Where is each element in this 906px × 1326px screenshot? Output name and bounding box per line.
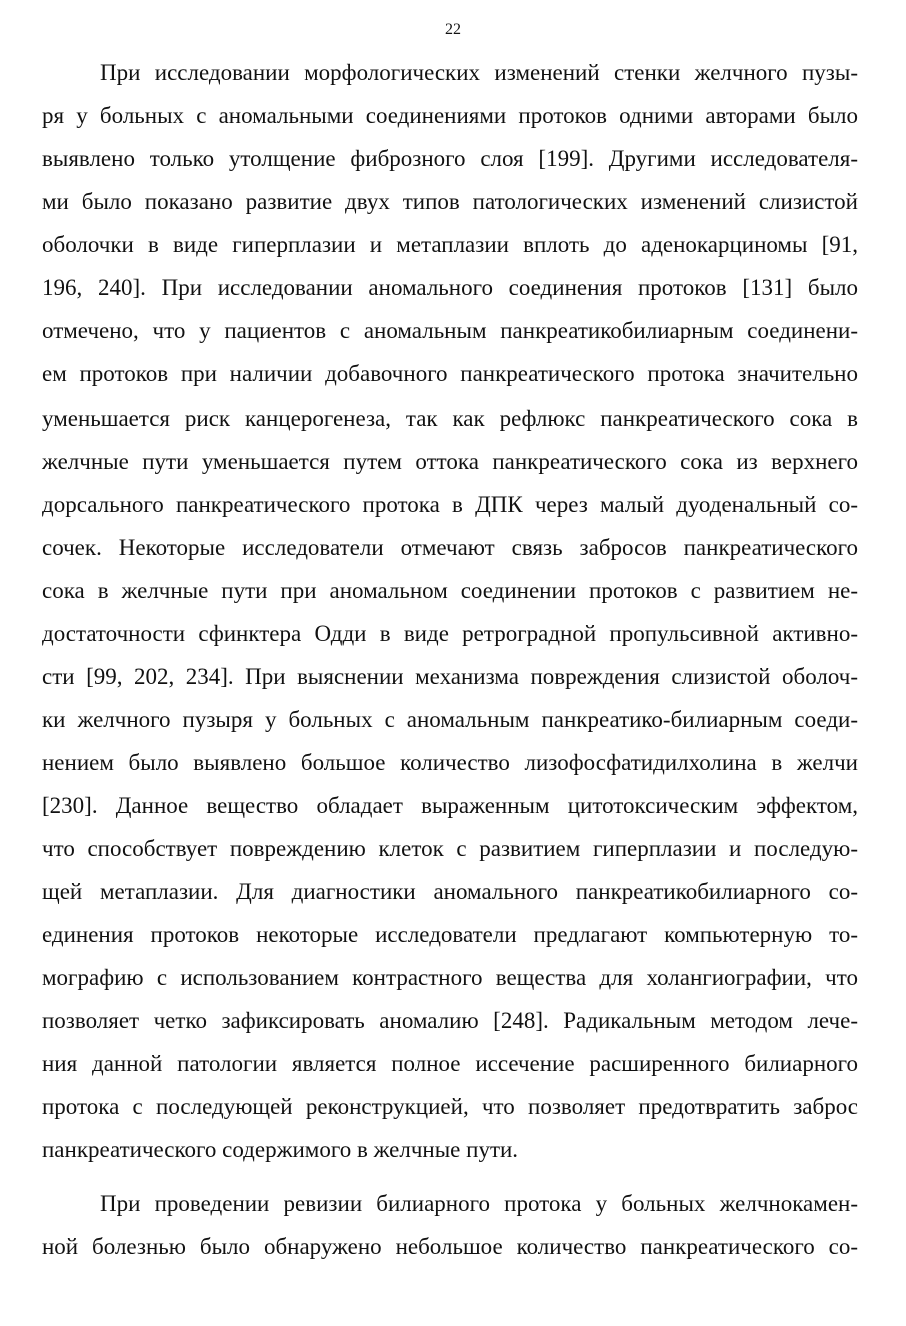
text-line: единения протоков некоторые исследователи предлагают компьютерную то- xyxy=(42,922,858,947)
text-line: что способствует повреждению клеток с развитием гиперплазии и последую- xyxy=(42,836,858,861)
text-line: дорсального панкреатического протока в ДПК через малый дуоденальный со- xyxy=(42,492,858,517)
text-line: сока в желчные пути при аномальном соединении протоков с развитием не- xyxy=(42,578,858,603)
text-line: достаточности сфинктера Одди в виде ретроградной пропульсивной активно- xyxy=(42,621,858,646)
text-line: нением было выявлено большое количество лизофосфатидилхолина в желчи xyxy=(42,750,858,775)
text-line: позволяет четко зафиксировать аномалию [248]. Радикальным методом лече- xyxy=(42,1008,858,1033)
text-line: ния данной патологии является полное иссечение расширенного билиарного xyxy=(42,1051,858,1076)
text-line: ря у больных с аномальными соединениями протоков одними авторами было xyxy=(42,103,858,128)
text-line: ной болезнью было обнаружено небольшое количество панкреатического со- xyxy=(42,1234,858,1259)
text-line: сти [99, 202, 234]. При выяснении механизма повреждения слизистой оболоч- xyxy=(42,664,858,689)
text-line: отмечено, что у пациентов с аномальным панкреатикобилиарным соединени- xyxy=(42,318,858,343)
text-line: ем протоков при наличии добавочного панкреатического протока значительно xyxy=(42,361,858,386)
text-line: ки желчного пузыря у больных с аномальным панкреатико-билиарным соеди- xyxy=(42,707,858,732)
text-line: сочек. Некоторые исследователи отмечают связь забросов панкреатического xyxy=(42,535,858,560)
text-line: ми было показано развитие двух типов патологических изменений слизистой xyxy=(42,189,858,214)
text-line: желчные пути уменьшается путем оттока панкреатического сока из верхнего xyxy=(42,449,858,474)
text-line: 196, 240]. При исследовании аномального соединения протоков [131] было xyxy=(42,275,858,300)
text-line: При проведении ревизии билиарного протока у больных желчнокамен- xyxy=(100,1191,858,1216)
text-line: выявлено только утолщение фиброзного слоя [199]. Другими исследователя- xyxy=(42,146,858,171)
text-line: мографию с использованием контрастного вещества для холангиографии, что xyxy=(42,965,858,990)
text-line: протока с последующей реконструкцией, что позволяет предотвратить заброс xyxy=(42,1094,858,1119)
text-line: [230]. Данное вещество обладает выраженным цитотоксическим эффектом, xyxy=(42,793,858,818)
page-number: 22 xyxy=(445,21,461,38)
text-line: щей метаплазии. Для диагностики аномального панкреатикобилиарного со- xyxy=(42,879,858,904)
text-line: оболочки в виде гиперплазии и метаплазии вплоть до аденокарциномы [91, xyxy=(42,232,858,257)
text-line: панкреатического содержимого в желчные пути. xyxy=(42,1137,519,1162)
text-line: уменьшается риск канцерогенеза, так как рефлюкс панкреатического сока в xyxy=(42,406,858,431)
text-line: При исследовании морфологических изменений стенки желчного пузы- xyxy=(100,60,858,85)
